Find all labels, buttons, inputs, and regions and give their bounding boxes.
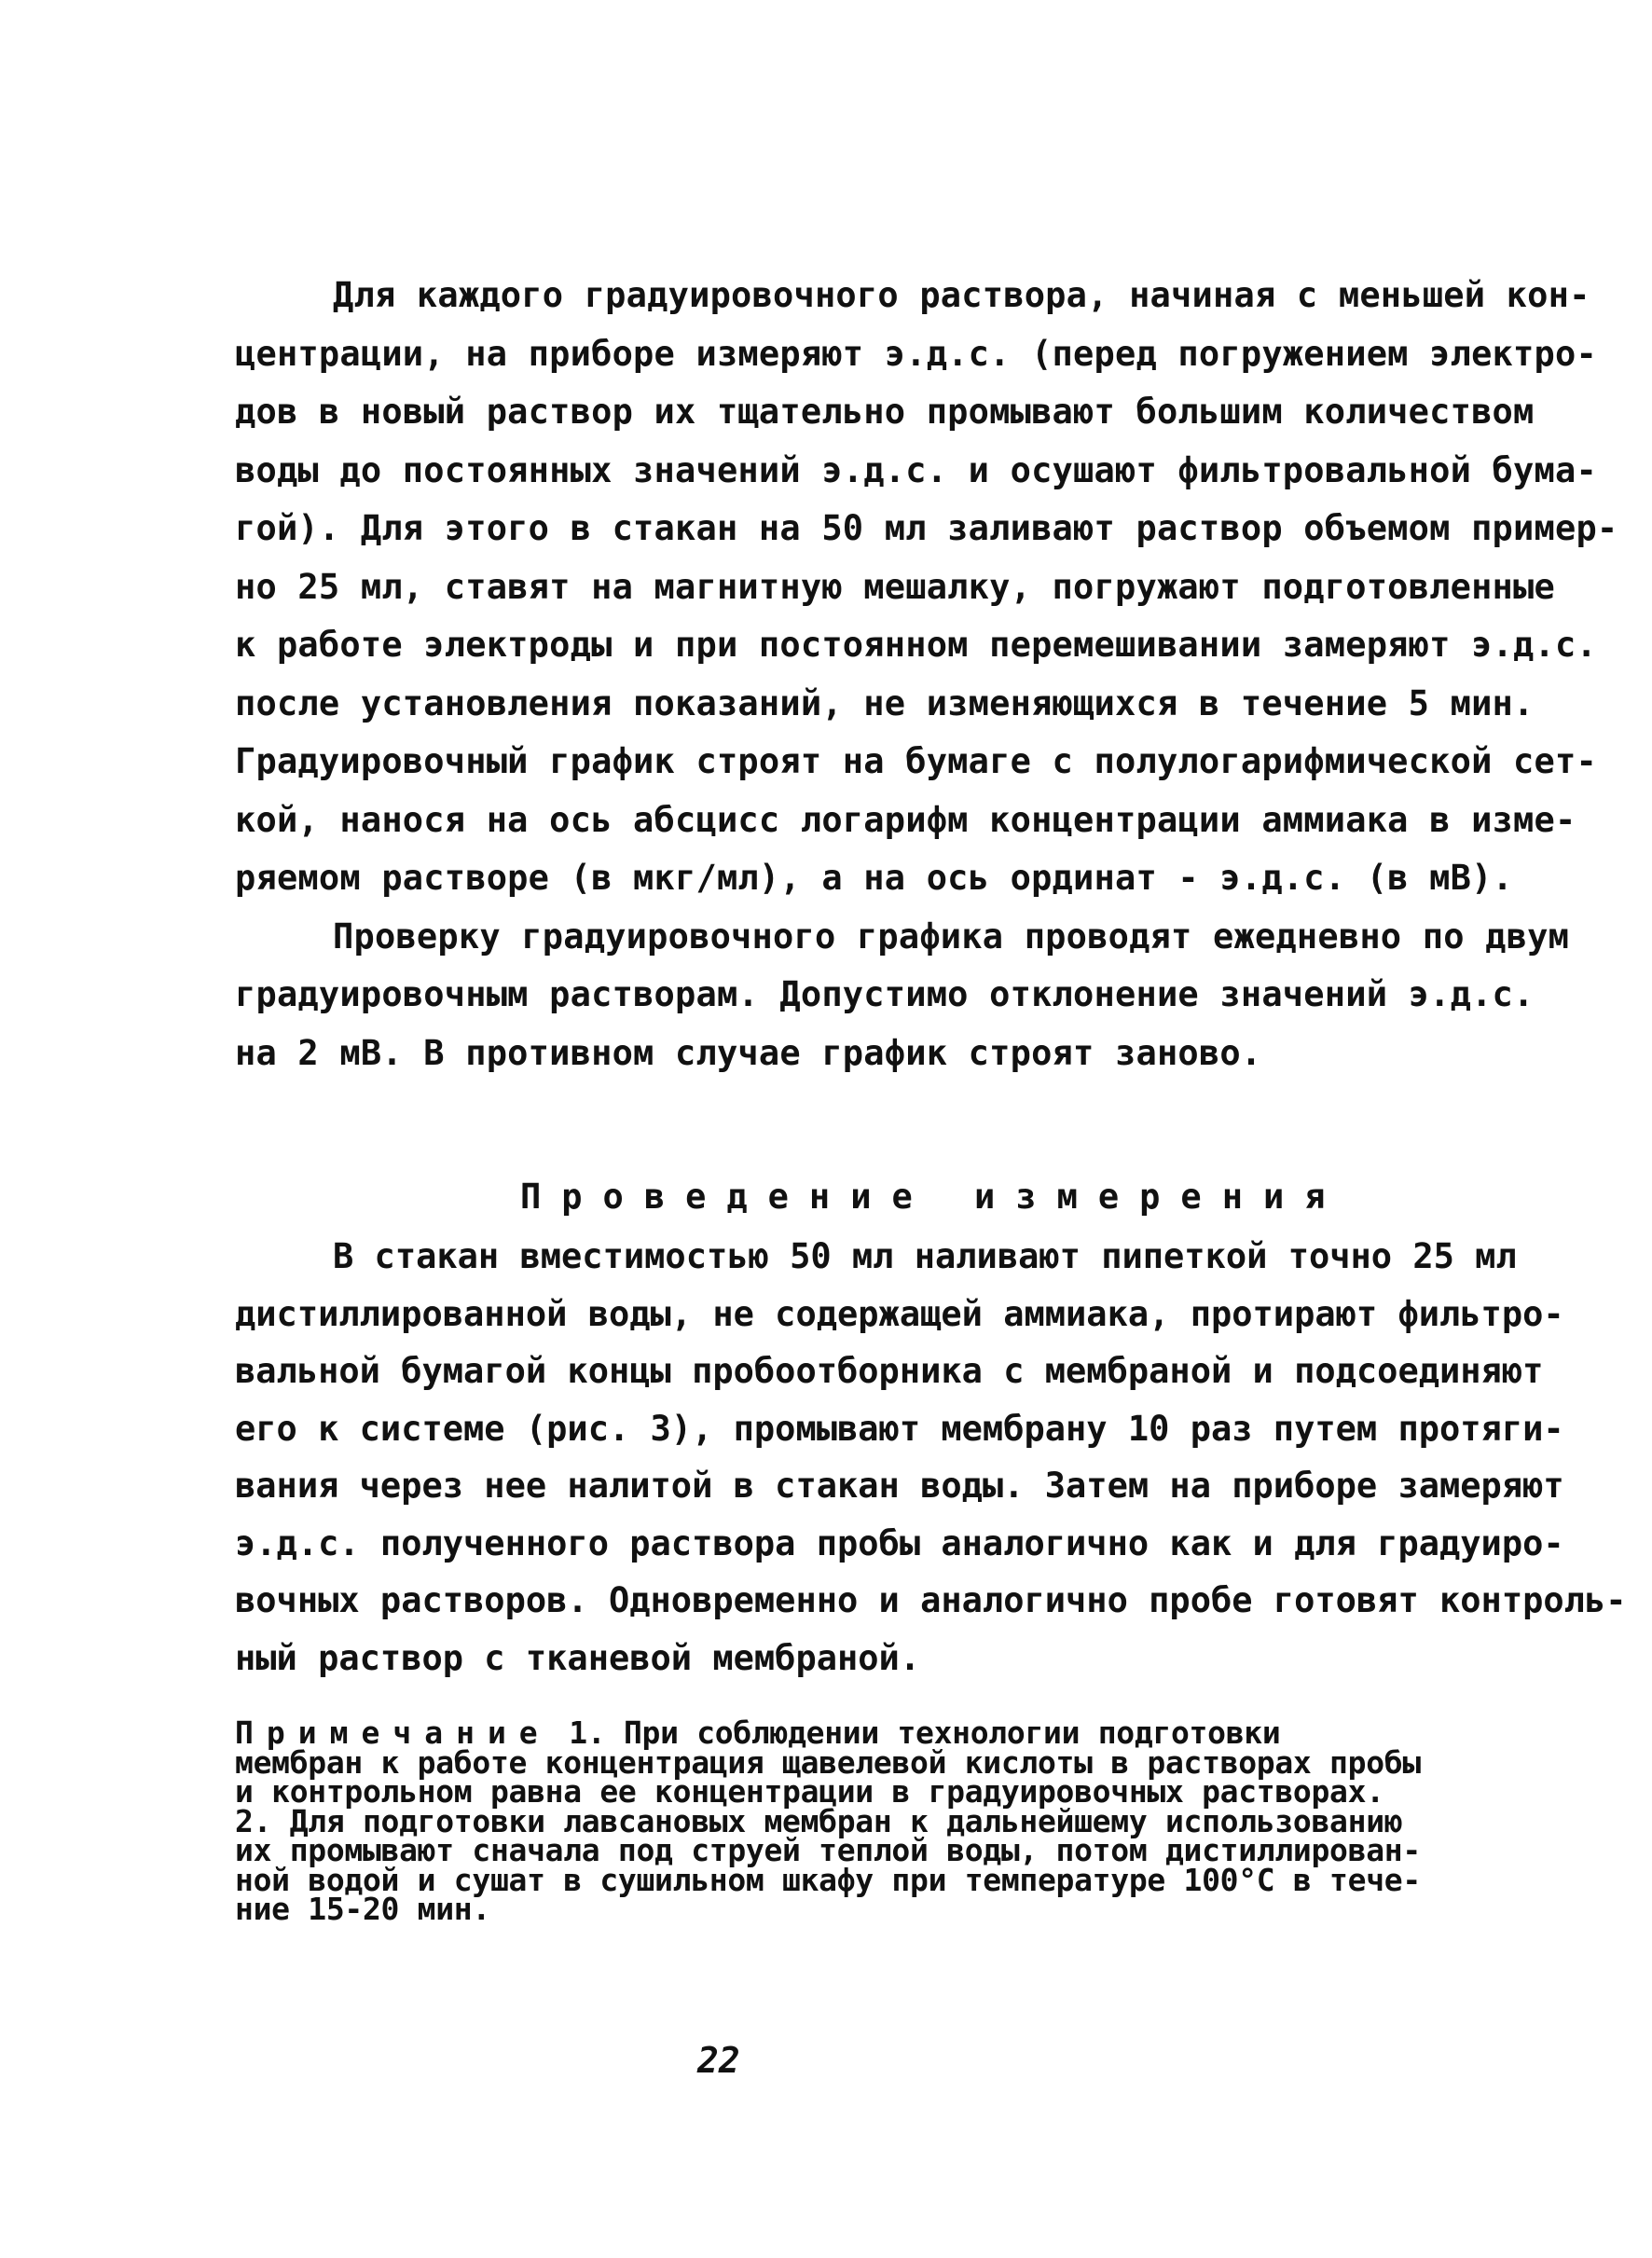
text-line: центрации, на приборе измеряют э.д.с. (перед погружением электро- <box>235 333 1597 374</box>
text-line: воды до постоянных значений э.д.с. и осушают фильтровальной бума- <box>235 449 1597 490</box>
note-line: и контрольном равна ее концентрации в градуировочных растворах. <box>235 1773 1384 1810</box>
text-line: Градуировочный график строят на бумаге с полулогарифмической сет- <box>235 741 1597 781</box>
body-text-upper <box>235 267 1618 1082</box>
section-heading: Проведение измерения <box>520 1177 1346 1217</box>
text-line: Для каждого градуировочного раствора, начиная с меньшей кон- <box>333 275 1590 315</box>
text-line: на 2 мВ. В противном случае график строят заново. <box>235 1032 1262 1073</box>
note-line: их промывают сначала под струей теплой воды, потом дистиллирован- <box>235 1832 1421 1868</box>
body-text-lower <box>235 1228 1627 1687</box>
text-line: его к системе (рис. 3), промывают мембрану 10 раз путем протяги- <box>235 1408 1564 1449</box>
note-label: Примечание <box>235 1714 551 1751</box>
text-line: дов в новый раствор их тщательно промывают большим количеством <box>235 392 1535 432</box>
text-line: ряемом растворе (в мкг/мл), а на ось ординат - э.д.с. (в мВ). <box>235 858 1514 898</box>
text-line: к работе электроды и при постоянном перемешивании замеряют э.д.с. <box>235 625 1597 665</box>
text-line: ный раствор с тканевой мембраной. <box>235 1637 921 1678</box>
note-line: 2. Для подготовки лавсановых мембран к дальнейшему использованию <box>235 1802 1403 1839</box>
text-line: Проверку градуировочного графика проводят ежедневно по двум <box>333 916 1570 957</box>
text-line: э.д.с. полученного раствора пробы аналогично как и для градуиро- <box>235 1522 1564 1563</box>
text-line: гой). Для этого в стакан на 50 мл заливают раствор объемом пример- <box>235 508 1618 548</box>
text-line: после установления показаний, не изменяющихся в течение 5 мин. <box>235 682 1535 723</box>
note-line: мембран к работе концентрация щавелевой кислоты в растворах пробы <box>235 1743 1421 1781</box>
text-line: но 25 мл, ставят на магнитную мешалку, погружают подготовленные <box>235 566 1555 607</box>
text-line: вания через нее налитой в стакан воды. Затем на приборе замеряют <box>235 1466 1564 1506</box>
text-line: вальной бумагой концы пробоотборника с мембраной и подсоединяют <box>235 1351 1544 1391</box>
page-number: 22 <box>697 2040 740 2081</box>
text-line: В стакан вместимостью 50 мл наливают пипеткой точно 25 мл <box>333 1236 1517 1276</box>
note-text: 1. При соблюдении технологии подготовки <box>550 1714 1281 1751</box>
note-block <box>235 1714 1466 1927</box>
text-line: кой, нанося на ось абсцисс логарифм концентрации аммиака в изме- <box>235 799 1576 840</box>
note-line: ние 15-20 мин. <box>235 1891 490 1927</box>
text-line: вочных растворов. Одновременно и аналогично пробе готовят контроль- <box>235 1580 1627 1620</box>
note-line: ной водой и сушат в сушильном шкафу при температуре 100°С в тече- <box>235 1861 1421 1898</box>
text-line: дистиллированной воды, не содержащей аммиака, протирают фильтро- <box>235 1293 1564 1334</box>
note-first-line <box>235 1714 1466 1751</box>
text-line: градуировочным растворам. Допустимо отклонение значений э.д.с. <box>235 974 1535 1014</box>
